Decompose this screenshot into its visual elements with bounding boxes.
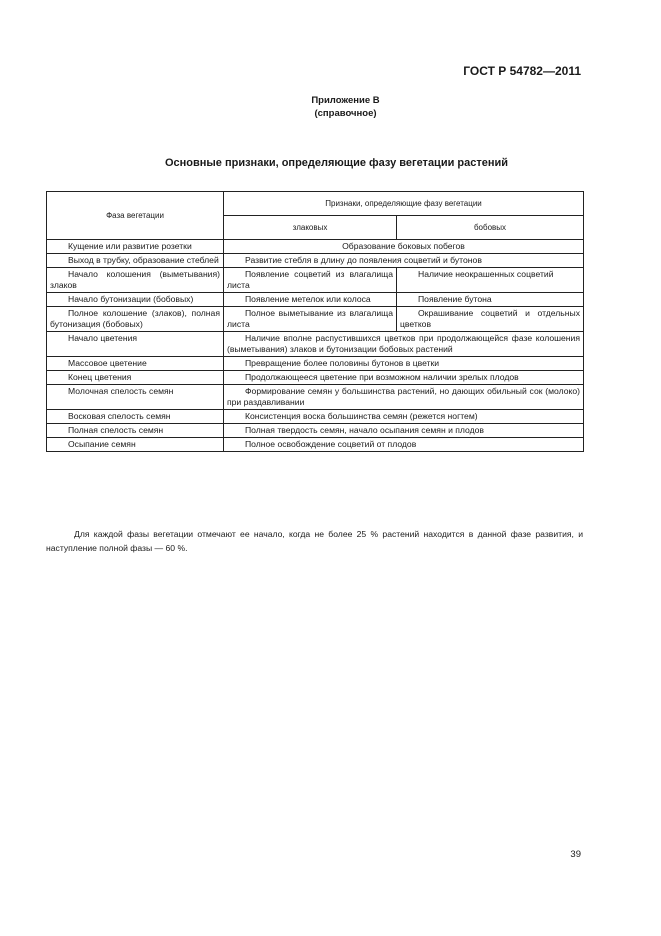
phase-cell: Осыпание семян [47,438,224,452]
annex-heading [0,94,661,120]
table-row [47,307,584,332]
sign-cell: Превращение более половины бутонов в цветки [224,357,584,371]
header-cereals: злаковых [224,216,397,240]
table-row [47,385,584,410]
sign-cell: Консистенция воска большинства семян (режется ногтем) [224,410,584,424]
table-row [47,240,584,254]
sign-cell: Формирование семян у большинства растений, но дающих обильный сок (молоко) при раздавливании [224,385,584,410]
sign-cell: Образование боковых побегов [224,240,584,254]
header-legumes: бобовых [397,216,584,240]
cereals-sign-cell: Появление метелок или колоса [224,293,397,307]
phase-cell: Выход в трубку, образование стеблей [47,254,224,268]
phase-cell: Полная спелость семян [47,424,224,438]
table-header-row [47,192,584,216]
table-row [47,332,584,357]
sign-cell: Продолжающееся цветение при возможном наличии зрелых плодов [224,371,584,385]
phase-cell: Массовое цветение [47,357,224,371]
phase-cell: Начало цветения [47,332,224,357]
table-row [47,410,584,424]
note-paragraph: Для каждой фазы вегетации отмечают ее начало, когда не более 25 % растений находится в данной фазе развития, и наступление полной фазы — 60 %. [46,528,583,554]
table-title: Основные признаки, определяющие фазу вегетации растений [164,157,509,169]
phase-cell: Кущение или развитие розетки [47,240,224,254]
sign-cell: Полная твердость семян, начало осыпания семян и плодов [224,424,584,438]
sign-cell: Наличие вполне распустившихся цветков при продолжающейся фазе колошения (выметывания) злаков и бутонизации бобовых растений [224,332,584,357]
phase-cell: Восковая спелость семян [47,410,224,424]
annex-status: (справочное) [314,108,377,119]
vegetation-phase-table [46,191,584,452]
document-code: ГОСТ Р 54782—2011 [463,64,581,78]
table-row [47,254,584,268]
phase-cell: Молочная спелость семян [47,385,224,410]
header-signs: Признаки, определяющие фазу вегетации [224,192,584,216]
table-row [47,438,584,452]
phase-cell: Начало колошения (выметывания) злаков [47,268,224,293]
legumes-sign-cell: Окрашивание соцветий и отдельных цветков [397,307,584,332]
phase-cell: Полное колошение (злаков), полная бутонизация (бобовых) [47,307,224,332]
table-row [47,371,584,385]
phase-cell: Начало бутонизации (бобовых) [47,293,224,307]
page-number: 39 [570,849,581,860]
cereals-sign-cell: Полное выметывание из влагалища листа [224,307,397,332]
annex-label: Приложение В [311,95,380,106]
phase-cell: Конец цветения [47,371,224,385]
legumes-sign-cell: Появление бутона [397,293,584,307]
sign-cell: Полное освобождение соцветий от плодов [224,438,584,452]
header-phase: Фаза вегетации [47,192,224,240]
cereals-sign-cell: Появление соцветий из влагалища листа [224,268,397,293]
table-row [47,268,584,293]
legumes-sign-cell: Наличие неокрашенных соцветий [397,268,584,293]
table-row [47,424,584,438]
sign-cell: Развитие стебля в длину до появления соцветий и бутонов [224,254,584,268]
table-row [47,357,584,371]
table-row [47,293,584,307]
